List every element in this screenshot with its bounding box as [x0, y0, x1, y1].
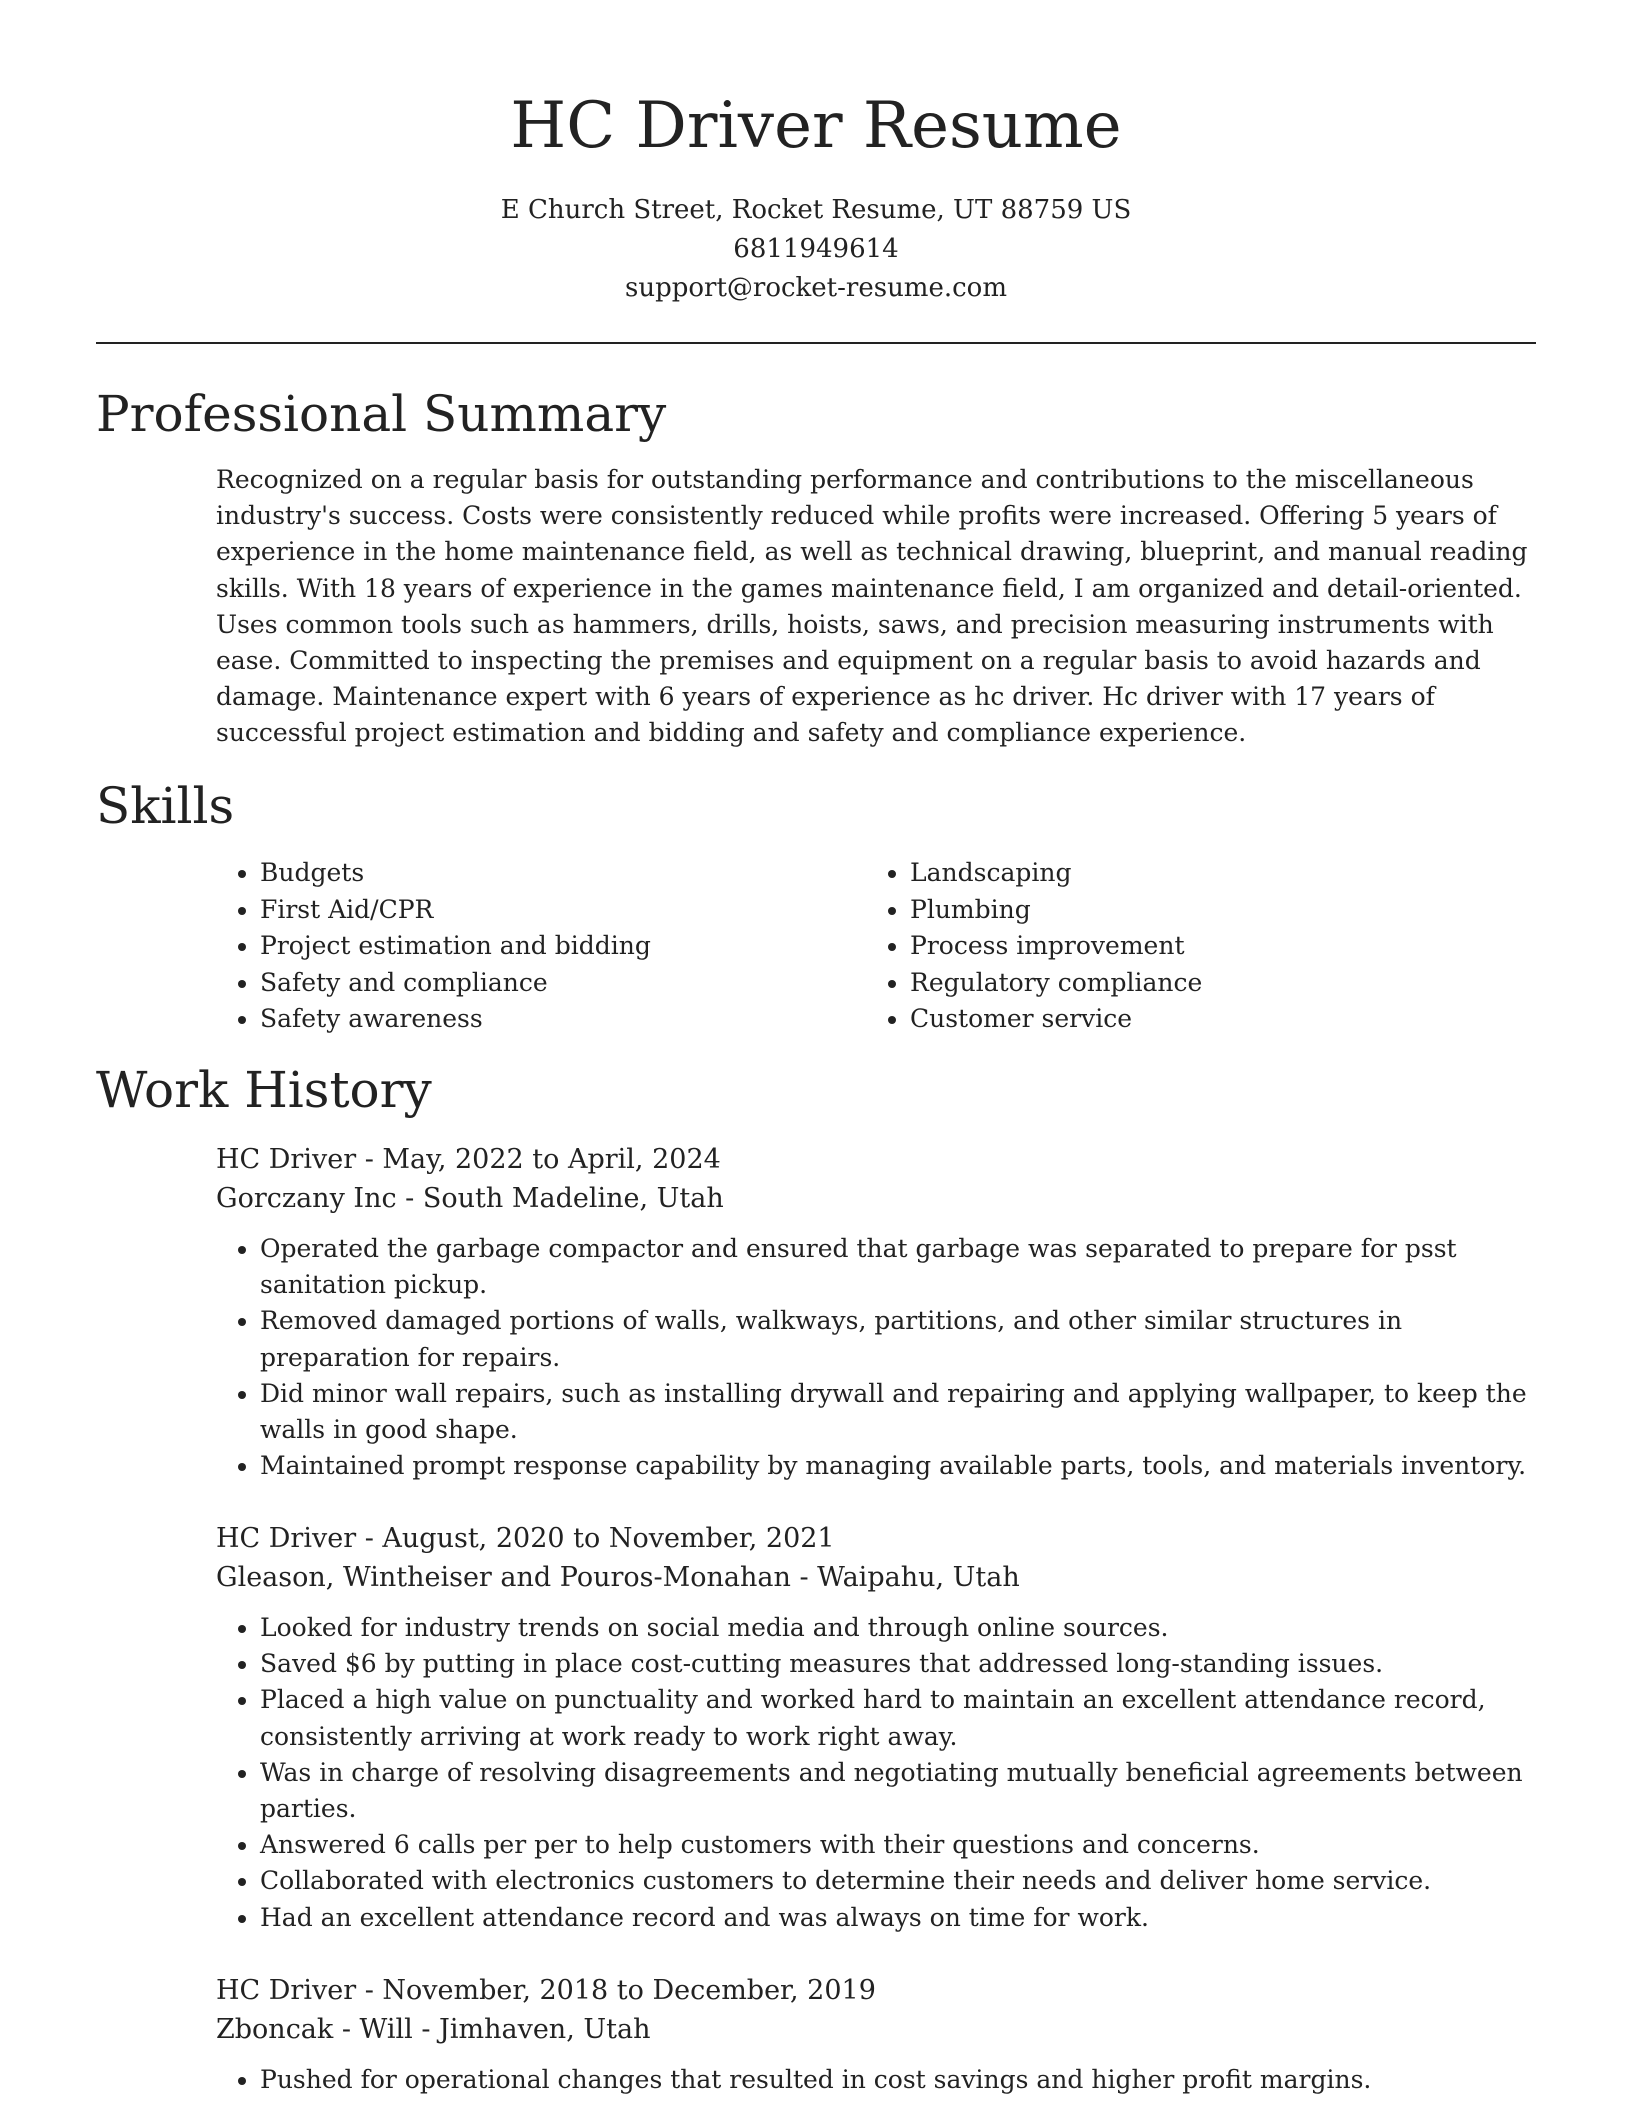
job-title: HC Driver - August, 2020 to November, 2021 — [216, 1523, 835, 1554]
job-bullet: • Saved $6 by putting in place cost-cutting measures that addressed long-standing issues. — [260, 1646, 1536, 1682]
skills-list-right — [866, 855, 1516, 1038]
skill-item: • First Aid/CPR — [260, 892, 866, 929]
job-bullet: • Did minor wall repairs, such as installing drywall and repairing and applying wallpaper, to keep the walls in good shape. — [260, 1376, 1536, 1448]
skills-list-left — [216, 855, 866, 1038]
email: support@rocket-resume.com — [624, 273, 1007, 303]
section-title-summary: Professional Summary — [96, 385, 667, 443]
job-bullet: • Collaborated with electronics customers to determine their needs and deliver home service. — [260, 1863, 1536, 1899]
job-bullets — [216, 1610, 1536, 1936]
skills-columns — [216, 855, 1536, 1038]
skill-item: • Plumbing — [910, 892, 1516, 929]
address: E Church Street, Rocket Resume, UT 88759 US — [500, 195, 1132, 225]
job-bullet: • Answered 6 calls per per to help customers with their questions and concerns. — [260, 1827, 1536, 1863]
job-entry — [216, 1519, 1536, 1936]
contact-block — [0, 191, 1632, 308]
skill-item: • Safety and compliance — [260, 965, 866, 1002]
skill-item: • Customer service — [910, 1001, 1516, 1038]
job-bullet: • Maintained prompt response capability by managing available parts, tools, and materials inventory. — [260, 1448, 1536, 1484]
skill-item: • Project estimation and bidding — [260, 928, 866, 965]
job-bullet: • Placed a high value on punctuality and worked hard to maintain an excellent attendance record, consistently arriving at work ready to work right away. — [260, 1682, 1536, 1754]
skill-item: • Landscaping — [910, 855, 1516, 892]
skill-item: • Safety awareness — [260, 1001, 866, 1038]
summary-text: Recognized on a regular basis for outstanding performance and contributions to the miscellaneous industry's success. Costs were consistently reduced while profits were increased. Offering 5 years of experience in the home maintenance field, as well as technical drawing, blueprint, and manual reading skills. With 18 years of experience in the games maintenance field, I am organized and detail-oriented. Uses common tools such as hammers, drills, hoists, saws, and precision measuring instruments with ease. Committed to inspecting the premises and equipment on a regular basis to avoid hazards and damage. Maintenance expert with 6 years of experience as hc driver. Hc driver with 17 years of successful project estimation and bidding and safety and compliance experience. — [216, 465, 1528, 748]
section-title-skills: Skills — [96, 777, 235, 835]
job-title: HC Driver - May, 2022 to April, 2024 — [216, 1144, 721, 1175]
job-company: Zboncak - Will - Jimhaven, Utah — [216, 2014, 651, 2045]
job-bullets — [216, 1231, 1536, 1484]
skill-item: • Regulatory compliance — [910, 965, 1516, 1002]
header-divider — [96, 342, 1536, 344]
job-bullet: • Was in charge of resolving disagreements and negotiating mutually beneficial agreements between parties. — [260, 1755, 1536, 1827]
skill-item: • Budgets — [260, 855, 866, 892]
job-entry — [216, 1971, 1536, 2098]
skill-item: • Process improvement — [910, 928, 1516, 965]
job-bullet: • Had an excellent attendance record and was always on time for work. — [260, 1900, 1536, 1936]
job-bullet: • Looked for industry trends on social media and through online sources. — [260, 1610, 1536, 1646]
job-entry — [216, 1140, 1536, 1484]
job-company: Gleason, Wintheiser and Pouros-Monahan - Waipahu, Utah — [216, 1562, 1020, 1593]
job-company: Gorczany Inc - South Madeline, Utah — [216, 1183, 724, 1214]
job-bullets — [216, 2062, 1536, 2098]
job-bullet: • Removed damaged portions of walls, walkways, partitions, and other similar structures in preparation for repairs. — [260, 1303, 1536, 1375]
phone: 6811949614 — [733, 234, 899, 264]
resume-title: HC Driver Resume — [510, 89, 1122, 163]
job-title: HC Driver - November, 2018 to December, 2019 — [216, 1975, 876, 2006]
job-bullet: • Pushed for operational changes that resulted in cost savings and higher profit margins. — [260, 2062, 1536, 2098]
section-title-work-history: Work History — [96, 1061, 432, 1119]
job-bullet: • Operated the garbage compactor and ensured that garbage was separated to prepare for psst sanitation pickup. — [260, 1231, 1536, 1303]
